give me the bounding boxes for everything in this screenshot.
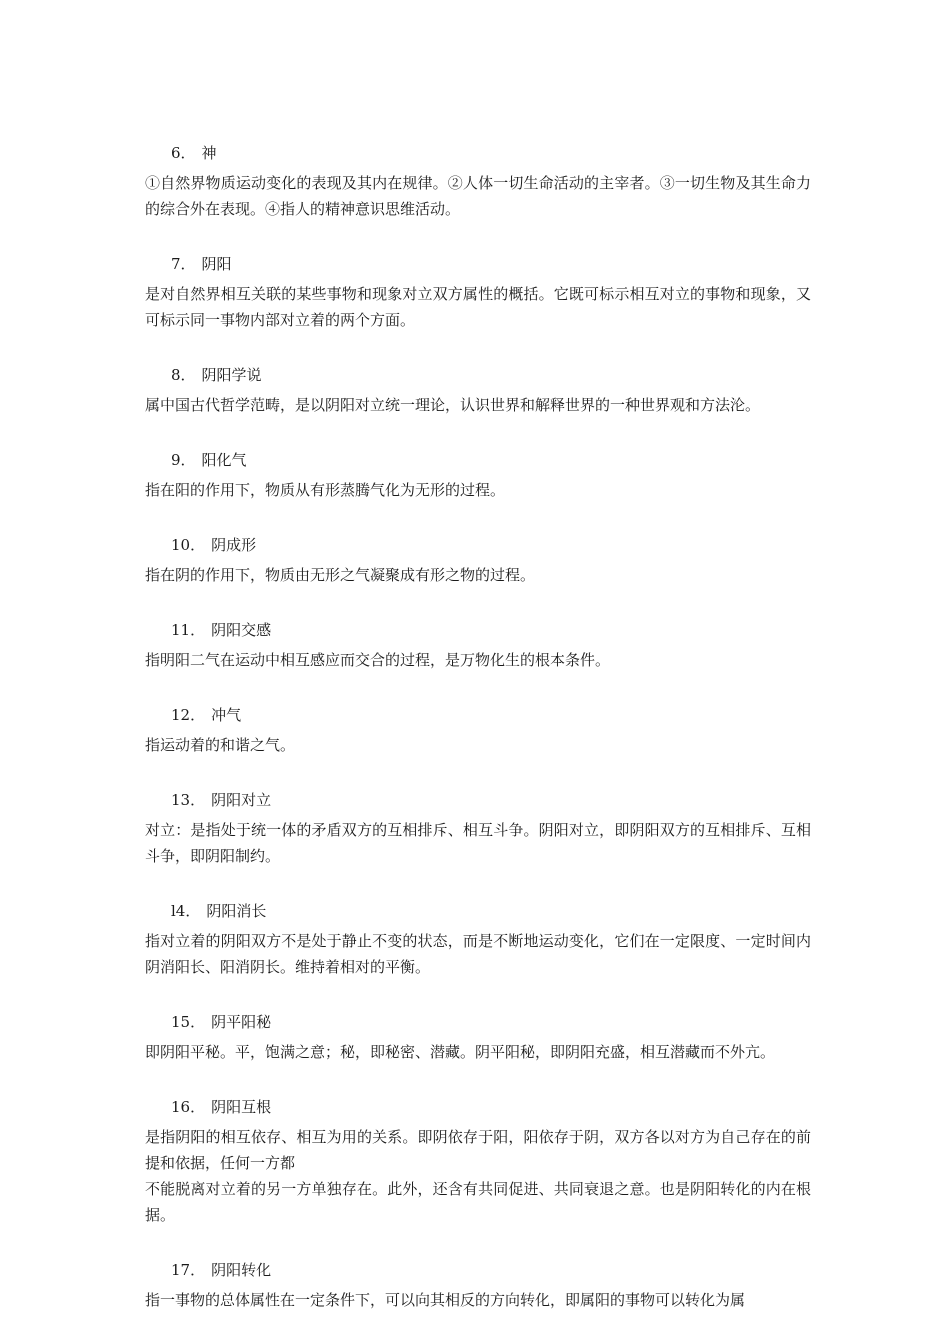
entry-number: 8．	[171, 366, 196, 384]
entry-number: 13．	[171, 791, 206, 809]
entry-11	[145, 617, 811, 673]
entry-heading	[145, 787, 811, 813]
definition-paragraph: ①自然界物质运动变化的表现及其内在规律。②人体一切生命活动的主宰者。③一切生物及其生命力的综合外在表现。④指人的精神意识思维活动。	[145, 174, 811, 218]
definition-paragraph: 是对自然界相互关联的某些事物和现象对立双方属性的概括。它既可标示相互对立的事物和现象，又可标示同一事物内部对立着的两个方面。	[145, 285, 811, 329]
entry-heading	[145, 617, 811, 643]
entry-definition	[145, 647, 811, 673]
entry-term: 阴阳对立	[211, 791, 272, 809]
entry-heading	[145, 1009, 811, 1035]
entry-15	[145, 1009, 811, 1065]
entry-term: 阴阳转化	[211, 1261, 272, 1279]
entry-term: 神	[201, 144, 217, 162]
entry-definition	[145, 392, 811, 418]
entry-number: 15．	[171, 1013, 206, 1031]
entry-definition	[145, 817, 811, 869]
entry-definition	[145, 1124, 811, 1228]
entry-number: 9．	[171, 451, 196, 469]
entry-9	[145, 447, 811, 503]
entry-14	[145, 898, 811, 980]
definition-paragraph: 属中国古代哲学范畴，是以阴阳对立统一理论，认识世界和解释世界的一种世界观和方法沦。	[145, 396, 761, 414]
entry-heading	[145, 140, 811, 166]
definition-paragraph: 指一事物的总体属性在一定条件下，可以向其相反的方向转化，即属阳的事物可以转化为属	[145, 1291, 746, 1309]
entry-number: 10．	[171, 536, 206, 554]
definition-paragraph: 指明阳二气在运动中相互感应而交合的过程，是万物化生的根本条件。	[145, 651, 611, 669]
entry-definition	[145, 477, 811, 503]
entry-12	[145, 702, 811, 758]
entry-term: 冲气	[211, 706, 242, 724]
entry-number: 16．	[171, 1098, 206, 1116]
definition-paragraph: 不能脱离对立着的另一方单独存在。此外，还含有共同促进、共同衰退之意。也是阴阳转化的内在根据。	[145, 1180, 811, 1224]
entry-10	[145, 532, 811, 588]
entry-6	[145, 140, 811, 222]
entry-definition	[145, 170, 811, 222]
definition-paragraph: 指在阴的作用下，物质由无形之气凝聚成有形之物的过程。	[145, 566, 536, 584]
definition-paragraph: 即阴阳平秘。平，饱满之意；秘，即秘密、潜藏。阴平阳秘，即阴阳充盛，相互潜藏而不外亢。	[145, 1043, 776, 1061]
entry-heading	[145, 447, 811, 473]
entry-definition	[145, 928, 811, 980]
entry-term: 阴阳学说	[201, 366, 262, 384]
entry-13	[145, 787, 811, 869]
entry-7	[145, 251, 811, 333]
entry-heading	[145, 1257, 811, 1283]
entry-heading	[145, 251, 811, 277]
entry-number: l4．	[171, 902, 201, 920]
definition-paragraph: 对立：是指处于统一体的矛盾双方的互相排斥、相互斗争。阴阳对立，即阴阳双方的互相排斥、互相斗争，即阴阳制约。	[145, 821, 811, 865]
entry-heading	[145, 362, 811, 388]
entry-number: 11．	[171, 621, 206, 639]
definition-paragraph: 指在阳的作用下，物质从有形蒸腾气化为无形的过程。	[145, 481, 506, 499]
entry-heading	[145, 898, 811, 924]
entry-8	[145, 362, 811, 418]
entry-heading	[145, 532, 811, 558]
entry-heading	[145, 1094, 811, 1120]
document-page	[145, 140, 811, 1342]
entry-17	[145, 1257, 811, 1313]
entry-definition	[145, 1287, 811, 1313]
definition-paragraph: 是指阴阳的相互依存、相互为用的关系。即阴依存于阳，阳依存于阴，双方各以对方为自己存在的前提和依据，任何一方都	[145, 1128, 811, 1172]
entry-16	[145, 1094, 811, 1228]
entry-number: 12．	[171, 706, 206, 724]
entry-term: 阳化气	[201, 451, 247, 469]
entry-term: 阴阳	[201, 255, 232, 273]
entry-heading	[145, 702, 811, 728]
entry-definition	[145, 1039, 811, 1065]
entry-term: 阴阳消长	[206, 902, 267, 920]
entry-number: 17．	[171, 1261, 206, 1279]
entry-definition	[145, 562, 811, 588]
entry-definition	[145, 732, 811, 758]
definition-paragraph: 指对立着的阴阳双方不是处于静止不变的状态，而是不断地运动变化，它们在一定限度、一定时间内阴消阳长、阳消阴长。维持着相对的平衡。	[145, 932, 811, 976]
entry-term: 阴平阳秘	[211, 1013, 272, 1031]
entry-number: 7．	[171, 255, 196, 273]
entry-term: 阴阳互根	[211, 1098, 272, 1116]
entry-number: 6．	[171, 144, 196, 162]
entry-term: 阴阳交感	[211, 621, 272, 639]
entry-term: 阴成形	[211, 536, 257, 554]
definition-paragraph: 指运动着的和谐之气。	[145, 736, 296, 754]
entry-definition	[145, 281, 811, 333]
